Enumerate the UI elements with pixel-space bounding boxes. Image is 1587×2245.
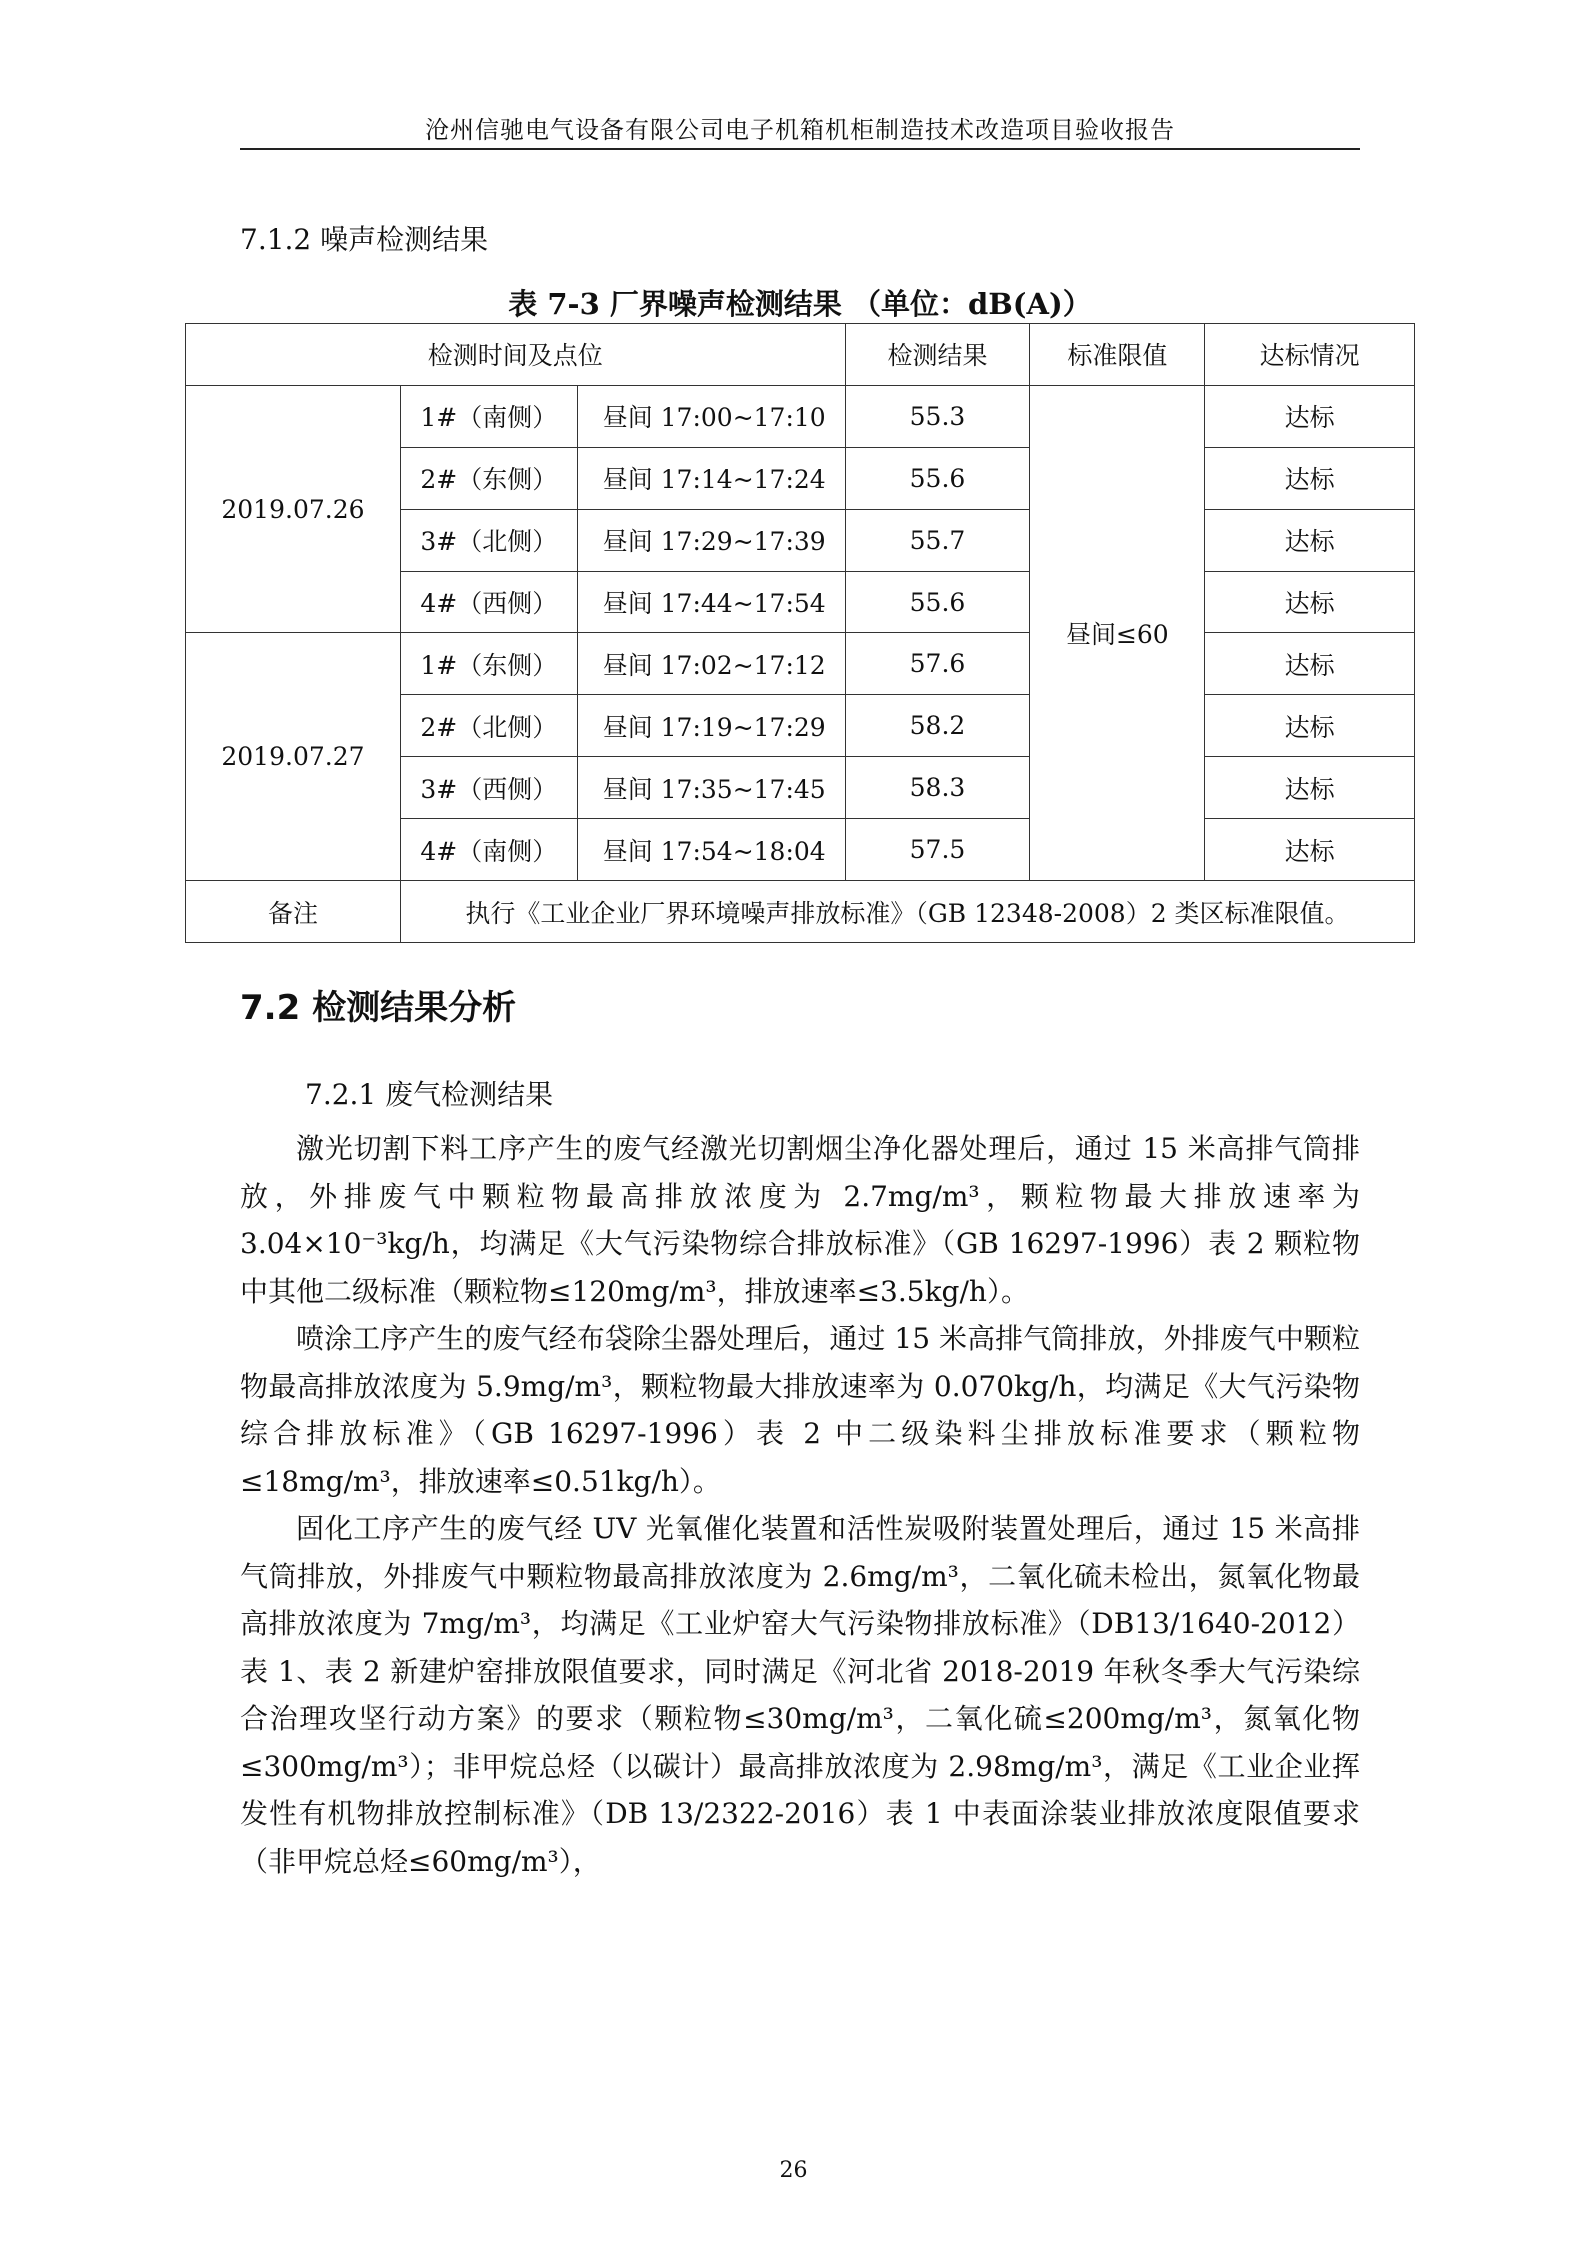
table-row bbox=[186, 633, 1415, 695]
status-cell: 达标 bbox=[1205, 385, 1415, 447]
remark-label: 备注 bbox=[186, 881, 401, 943]
header-limit: 标准限值 bbox=[1030, 324, 1205, 386]
time-cell: 昼间 17:19~17:29 bbox=[577, 695, 845, 757]
time-cell: 昼间 17:54~18:04 bbox=[577, 819, 845, 881]
noise-results-table bbox=[185, 323, 1415, 943]
subsection-heading-noise: 7.1.2 噪声检测结果 bbox=[240, 223, 489, 256]
result-cell: 57.5 bbox=[845, 819, 1030, 881]
point-cell: 2#（东侧） bbox=[400, 447, 577, 509]
point-cell: 1#（东侧） bbox=[400, 633, 577, 695]
date-cell: 2019.07.27 bbox=[186, 633, 401, 881]
time-cell: 昼间 17:29~17:39 bbox=[577, 509, 845, 571]
point-cell: 1#（南侧） bbox=[400, 385, 577, 447]
point-cell: 4#（西侧） bbox=[400, 571, 577, 633]
result-cell: 55.6 bbox=[845, 447, 1030, 509]
status-cell: 达标 bbox=[1205, 509, 1415, 571]
time-cell: 昼间 17:14~17:24 bbox=[577, 447, 845, 509]
time-cell: 昼间 17:35~17:45 bbox=[577, 757, 845, 819]
header-time-point: 检测时间及点位 bbox=[186, 324, 846, 386]
limit-cell: 昼间≤60 bbox=[1030, 385, 1205, 880]
header-divider bbox=[240, 148, 1360, 150]
result-cell: 55.3 bbox=[845, 385, 1030, 447]
point-cell: 3#（北侧） bbox=[400, 509, 577, 571]
table-header-row bbox=[186, 324, 1415, 386]
result-cell: 58.2 bbox=[845, 695, 1030, 757]
header-result: 检测结果 bbox=[845, 324, 1030, 386]
time-cell: 昼间 17:02~17:12 bbox=[577, 633, 845, 695]
point-cell: 2#（北侧） bbox=[400, 695, 577, 757]
remark-text: 执行《工业企业厂界环境噪声排放标准》（GB 12348-2008）2 类区标准限值。 bbox=[400, 881, 1414, 943]
remark-row bbox=[186, 881, 1415, 943]
status-cell: 达标 bbox=[1205, 695, 1415, 757]
status-cell: 达标 bbox=[1205, 633, 1415, 695]
status-cell: 达标 bbox=[1205, 819, 1415, 881]
page-number: 26 bbox=[779, 2158, 808, 2183]
point-cell: 4#（南侧） bbox=[400, 819, 577, 881]
status-cell: 达标 bbox=[1205, 447, 1415, 509]
paragraph-spraying: 喷涂工序产生的废气经布袋除尘器处理后，通过 15 米高排气筒排放，外排废气中颗粒物最高排放浓度为 5.9mg/m³，颗粒物最大排放速率为 0.070kg/h，均满足《大气污染物综合排放标准》（GB 16297-1996）表 2 中二级染料尘排放标准要求（颗粒物≤18mg/m³，排放速率≤0.51kg/h）。 bbox=[240, 1322, 1360, 1498]
status-cell: 达标 bbox=[1205, 571, 1415, 633]
status-cell: 达标 bbox=[1205, 757, 1415, 819]
table-row bbox=[186, 385, 1415, 447]
body-text bbox=[240, 1125, 1360, 1885]
point-cell: 3#（西侧） bbox=[400, 757, 577, 819]
time-cell: 昼间 17:44~17:54 bbox=[577, 571, 845, 633]
section-heading-analysis: 7.2 检测结果分析 bbox=[240, 988, 517, 1028]
time-cell: 昼间 17:00~17:10 bbox=[577, 385, 845, 447]
table-caption: 表 7-3 厂界噪声检测结果 （单位：dB(A)） bbox=[508, 287, 1092, 321]
date-cell: 2019.07.26 bbox=[186, 385, 401, 633]
result-cell: 55.7 bbox=[845, 509, 1030, 571]
page-header: 沧州信驰电气设备有限公司电子机箱机柜制造技术改造项目验收报告 bbox=[425, 116, 1175, 144]
paragraph-laser-cutting: 激光切割下料工序产生的废气经激光切割烟尘净化器处理后，通过 15 米高排气筒排放，外排废气中颗粒物最高排放浓度为 2.7mg/m³，颗粒物最大排放速率为 3.04×10⁻³kg/h，均满足《大气污染物综合排放标准》（GB 16297-1996）表 2 颗粒物中其他二级标准（颗粒物≤120mg/m³，排放速率≤3.5kg/h）。 bbox=[240, 1132, 1360, 1308]
result-cell: 58.3 bbox=[845, 757, 1030, 819]
paragraph-curing: 固化工序产生的废气经 UV 光氧催化装置和活性炭吸附装置处理后，通过 15 米高排气筒排放，外排废气中颗粒物最高排放浓度为 2.6mg/m³，二氧化硫未检出，氮氧化物最高排放浓度为 7mg/m³，均满足《工业炉窑大气污染物排放标准》（DB13/1640-2012）表 1、表 2 新建炉窑排放限值要求，同时满足《河北省 2018-2019 年秋冬季大气污染综合治理攻坚行动方案》的要求（颗粒物≤30mg/m³，二氧化硫≤200mg/m³，氮氧化物≤300mg/m³）；非甲烷总烃（以碳计）最高排放浓度为 2.98mg/m³，满足《工业企业挥发性有机物排放控制标准》（DB 13/2322-2016）表 1 中表面涂装业排放浓度限值要求（非甲烷总烃≤60mg/m³）， bbox=[240, 1512, 1360, 1878]
header-status: 达标情况 bbox=[1205, 324, 1415, 386]
result-cell: 57.6 bbox=[845, 633, 1030, 695]
result-cell: 55.6 bbox=[845, 571, 1030, 633]
subsection-heading-exhaust: 7.2.1 废气检测结果 bbox=[305, 1078, 554, 1111]
